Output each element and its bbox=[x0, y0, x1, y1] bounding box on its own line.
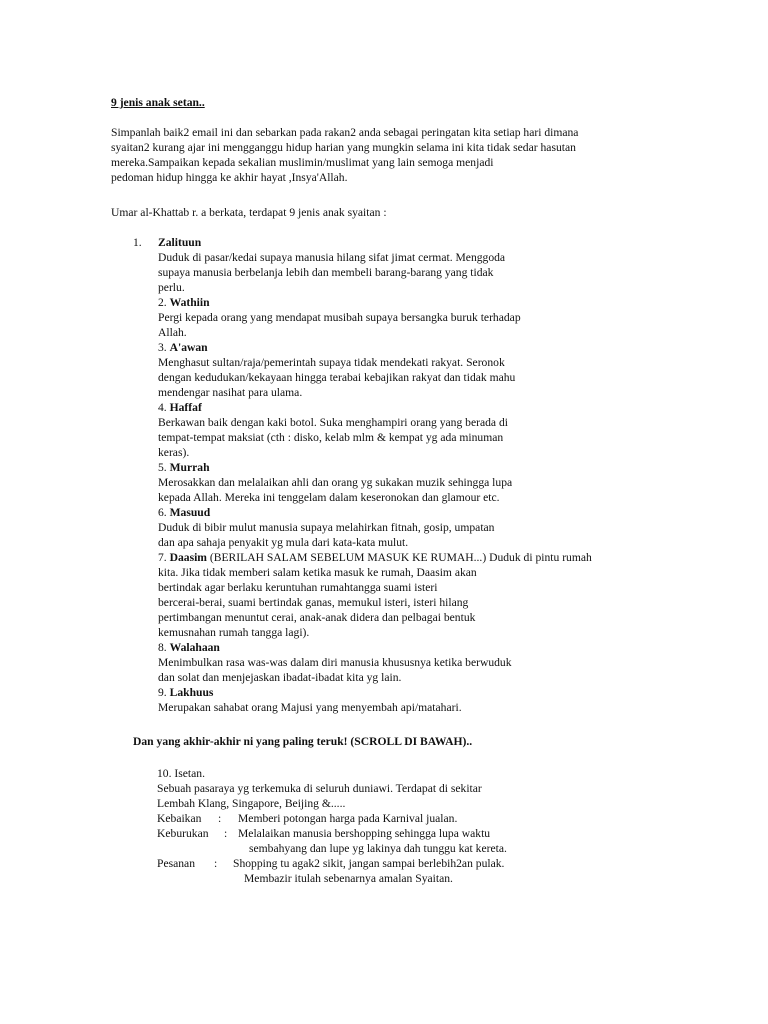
kebaikan-row bbox=[157, 811, 577, 826]
item-name: Zalituun bbox=[158, 236, 202, 249]
intro-line: Simpanlah baik2 email ini dan sebarkan pada rakan2 anda sebagai peringatan kita setiap hari dimana bbox=[111, 126, 579, 139]
description-line: kemusnahan rumah tangga lagi). bbox=[158, 626, 310, 639]
pesanan-label: Pesanan bbox=[157, 857, 195, 870]
list-item bbox=[133, 460, 653, 505]
description-line: dan solat dan menjejaskan ibadat-ibadat kita yg lain. bbox=[158, 671, 402, 684]
item-name: Haffaf bbox=[169, 401, 202, 414]
item-number: 4. bbox=[158, 401, 167, 414]
list-item bbox=[133, 235, 653, 295]
list-item bbox=[133, 340, 653, 400]
description-line: Pergi kepada orang yang mendapat musibah supaya bersangka buruk terhadap bbox=[158, 311, 521, 324]
description-line: kepada Allah. Mereka ini tenggelam dalam keseronokan dan glamour etc. bbox=[158, 491, 500, 504]
syaitan-list bbox=[133, 235, 653, 715]
item-description bbox=[133, 565, 653, 640]
item-number: 9. bbox=[158, 686, 167, 699]
item-name: Lakhuus bbox=[169, 686, 214, 699]
item-number: 3. bbox=[158, 341, 167, 354]
item-name: Walahaan bbox=[169, 641, 220, 654]
kebaikan-colon: : bbox=[218, 812, 222, 825]
closing-heading: Dan yang akhir-akhir ni yang paling teruk! (SCROLL DI BAWAH).. bbox=[133, 735, 473, 748]
item-number: 5. bbox=[158, 461, 167, 474]
isetan-section bbox=[157, 766, 577, 886]
item-description bbox=[133, 700, 653, 715]
description-line: perlu. bbox=[158, 281, 185, 294]
item-description bbox=[133, 250, 653, 295]
list-item bbox=[133, 295, 653, 340]
umar-statement: Umar al-Khattab r. a berkata, terdapat 9 jenis anak syaitan : bbox=[111, 206, 387, 219]
item-description bbox=[133, 520, 653, 550]
item-number: 7. bbox=[158, 551, 167, 564]
keburukan-row bbox=[157, 826, 577, 841]
kebaikan-text: Memberi potongan harga pada Karnival jualan. bbox=[238, 812, 458, 825]
list-item bbox=[133, 640, 653, 685]
description-line: Menimbulkan rasa was-was dalam diri manusia khususnya ketika berwuduk bbox=[158, 656, 512, 669]
description-line: tempat-tempat maksiat (cth : disko, kelab mlm & kempat yg ada minuman bbox=[158, 431, 504, 444]
item-number: 8. bbox=[158, 641, 167, 654]
pesanan-continuation-row bbox=[157, 871, 577, 886]
description-line: bercerai-berai, suami bertindak ganas, memukul isteri, isteri hilang bbox=[158, 596, 469, 609]
description-line: bertindak agar berlaku keruntuhan rumahtangga suami isteri bbox=[158, 581, 438, 594]
item-name: Masuud bbox=[169, 506, 211, 519]
list-item bbox=[133, 505, 653, 550]
intro-line: mereka.Sampaikan kepada sekalian muslimin/muslimat yang lain semoga menjadi bbox=[111, 156, 494, 169]
description-line: supaya manusia berbelanja lebih dan membeli barang-barang yang tidak bbox=[158, 266, 494, 279]
description-line: Merupakan sahabat orang Majusi yang menyembah api/matahari. bbox=[158, 701, 462, 714]
intro-paragraph bbox=[111, 125, 671, 185]
description-line: Duduk di pasar/kedai supaya manusia hilang sifat jimat cermat. Menggoda bbox=[158, 251, 506, 264]
item-description bbox=[133, 355, 653, 400]
intro-line: syaitan2 kurang ajar ini mengganggu hidup harian yang mungkin selama ini kita tidak sedar hasutan bbox=[111, 141, 576, 154]
item-name-suffix: (BERILAH SALAM SEBELUM MASUK KE RUMAH...) Duduk di pintu rumah bbox=[206, 551, 592, 564]
isetan-line: 10. Isetan. bbox=[157, 767, 205, 780]
item-name: Murrah bbox=[169, 461, 210, 474]
description-line: pertimbangan menuntut cerai, anak-anak didera dan pelbagai bentuk bbox=[158, 611, 476, 624]
description-line: Menghasut sultan/raja/pemerintah supaya tidak mendekati rakyat. Seronok bbox=[158, 356, 505, 369]
item-name: Wathiin bbox=[169, 296, 210, 309]
isetan-line: Sebuah pasaraya yg terkemuka di seluruh duniawi. Terdapat di sekitar bbox=[157, 782, 482, 795]
pesanan-text: Shopping tu agak2 sikit, jangan sampai berlebih2an pulak. bbox=[233, 857, 505, 870]
isetan-line: Lembah Klang, Singapore, Beijing &..... bbox=[157, 797, 346, 810]
keburukan-continuation-row bbox=[157, 841, 577, 856]
list-item bbox=[133, 550, 653, 640]
item-description bbox=[133, 310, 653, 340]
kebaikan-label: Kebaikan bbox=[157, 812, 202, 825]
keburukan-label: Keburukan bbox=[157, 827, 209, 840]
list-item bbox=[133, 400, 653, 460]
item-number: 2. bbox=[158, 296, 167, 309]
item-name: Daasim bbox=[169, 551, 207, 564]
item-number: 6. bbox=[158, 506, 167, 519]
pesanan-colon: : bbox=[214, 857, 218, 870]
item-number: 1. bbox=[133, 236, 142, 249]
list-item bbox=[133, 685, 653, 715]
intro-line: pedoman hidup hingga ke akhir hayat ,Insya'Allah. bbox=[111, 171, 348, 184]
description-line: keras). bbox=[158, 446, 190, 459]
description-line: kita. Jika tidak memberi salam ketika masuk ke rumah, Daasim akan bbox=[158, 566, 477, 579]
item-description bbox=[133, 655, 653, 685]
pesanan-row bbox=[157, 856, 577, 871]
description-line: Merosakkan dan melalaikan ahli dan orang yg sukakan muzik sehingga lupa bbox=[158, 476, 513, 489]
keburukan-colon: : bbox=[224, 827, 228, 840]
pesanan-continuation: Membazir itulah sebenarnya amalan Syaitan. bbox=[244, 872, 453, 885]
keburukan-text: Melalaikan manusia bershopping sehingga lupa waktu bbox=[238, 827, 491, 840]
description-line: Duduk di bibir mulut manusia supaya melahirkan fitnah, gosip, umpatan bbox=[158, 521, 495, 534]
description-line: dan apa sahaja penyakit yg mula dari kata-kata mulut. bbox=[158, 536, 409, 549]
item-description bbox=[133, 475, 653, 505]
item-name: A'awan bbox=[169, 341, 208, 354]
document-title: 9 jenis anak setan.. bbox=[111, 96, 205, 109]
keburukan-continuation: sembahyang dan lupe yg lakinya dah tunggu kat kereta. bbox=[249, 842, 507, 855]
description-line: dengan kedudukan/kekayaan hingga terabai kebajikan rakyat dan tidak mahu bbox=[158, 371, 516, 384]
description-line: mendengar nasihat para ulama. bbox=[158, 386, 303, 399]
description-line: Berkawan baik dengan kaki botol. Suka menghampiri orang yang berada di bbox=[158, 416, 508, 429]
description-line: Allah. bbox=[158, 326, 187, 339]
item-description bbox=[133, 415, 653, 460]
